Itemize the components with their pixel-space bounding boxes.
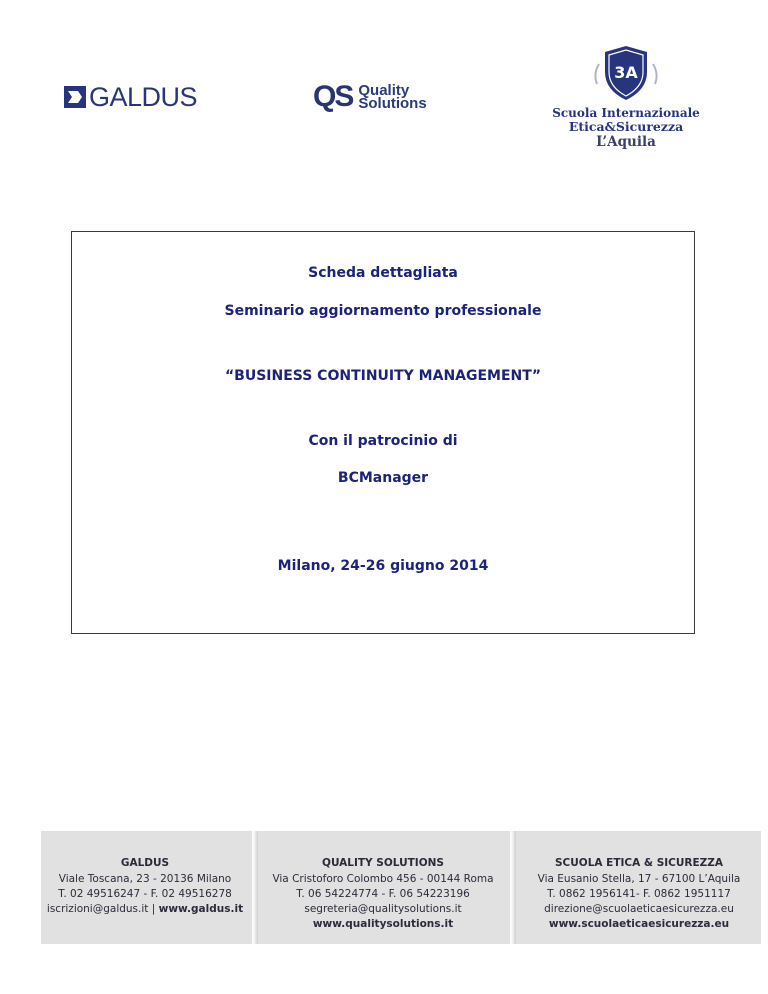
document-subtitle: Seminario aggiornamento professionale — [224, 303, 542, 319]
footer-qs-phone: T. 06 54224774 - F. 06 54223196 — [296, 888, 470, 900]
sce-logo-line1: Scuola Internazionale — [552, 106, 700, 120]
qs-mark — [313, 80, 352, 114]
scuola-etica-sicurezza-logo — [552, 44, 700, 150]
footer-galdus-phone: T. 02 49516247 - F. 02 49516278 — [58, 888, 232, 900]
footer-qs-web[interactable]: www.qualitysolutions.it — [312, 918, 454, 930]
galdus-logo — [64, 84, 197, 110]
qs-word-solutions: Solutions — [358, 95, 427, 112]
footer-col-scuola — [517, 831, 761, 944]
qs-mark-text: QS — [313, 80, 353, 113]
footer-galdus-name: GALDUS — [120, 857, 170, 869]
footer-galdus-web[interactable]: www.galdus.it — [158, 903, 244, 915]
qs-wordmark — [358, 84, 426, 110]
footer-galdus-email[interactable]: iscrizioni@galdus.it — [46, 903, 149, 915]
footer-galdus-separator: | — [148, 903, 159, 915]
galdus-logo-text: GALDUS — [89, 82, 198, 112]
footer-galdus-contacts — [41, 902, 249, 917]
footer-sce-web[interactable]: www.scuolaeticaesicurezza.eu — [548, 918, 730, 930]
footer-sce-name: SCUOLA ETICA & SICUREZZA — [554, 857, 724, 869]
footer-sce-email[interactable]: direzione@scuolaeticaesicurezza.eu — [544, 903, 734, 915]
sce-logo-line3: L’Aquila — [596, 134, 656, 150]
footer-col-galdus — [41, 831, 249, 944]
quality-solutions-logo — [313, 80, 427, 114]
footer-divider — [252, 831, 258, 944]
footer-sce-phone: T. 0862 1956141- F. 0862 1951117 — [547, 888, 731, 900]
sce-logo-line2: Etica&Sicurezza — [568, 119, 684, 134]
footer-sce-address: Via Eusanio Stella, 17 - 67100 L’Aquila — [537, 873, 741, 885]
footer-col-quality-solutions — [259, 831, 507, 944]
footer-qs-name: QUALITY SOLUTIONS — [322, 857, 444, 869]
document-title: Scheda dettagliata — [308, 265, 458, 281]
footer-qs-email[interactable]: segreteria@qualitysolutions.it — [304, 903, 462, 915]
seminar-info-box — [71, 231, 695, 634]
galdus-mark-icon — [64, 86, 86, 108]
course-name: “BUSINESS CONTINUITY MANAGEMENT” — [224, 368, 542, 384]
footer-galdus-address: Viale Toscana, 23 - 20136 Milano — [58, 873, 232, 885]
patron-name: BCManager — [337, 470, 429, 486]
footer-qs-address: Via Cristoforo Colombo 456 - 00144 Roma — [272, 873, 494, 885]
date-place: Milano, 24-26 giugno 2014 — [277, 558, 489, 574]
header — [0, 0, 768, 160]
footer-divider — [510, 831, 516, 944]
patronage-label: Con il patrocinio di — [308, 433, 458, 449]
qs-word-quality: Quality — [358, 82, 410, 99]
shield-emblem-text: 3A — [614, 63, 638, 82]
shield-icon — [591, 44, 661, 102]
footer-contacts — [41, 831, 761, 944]
